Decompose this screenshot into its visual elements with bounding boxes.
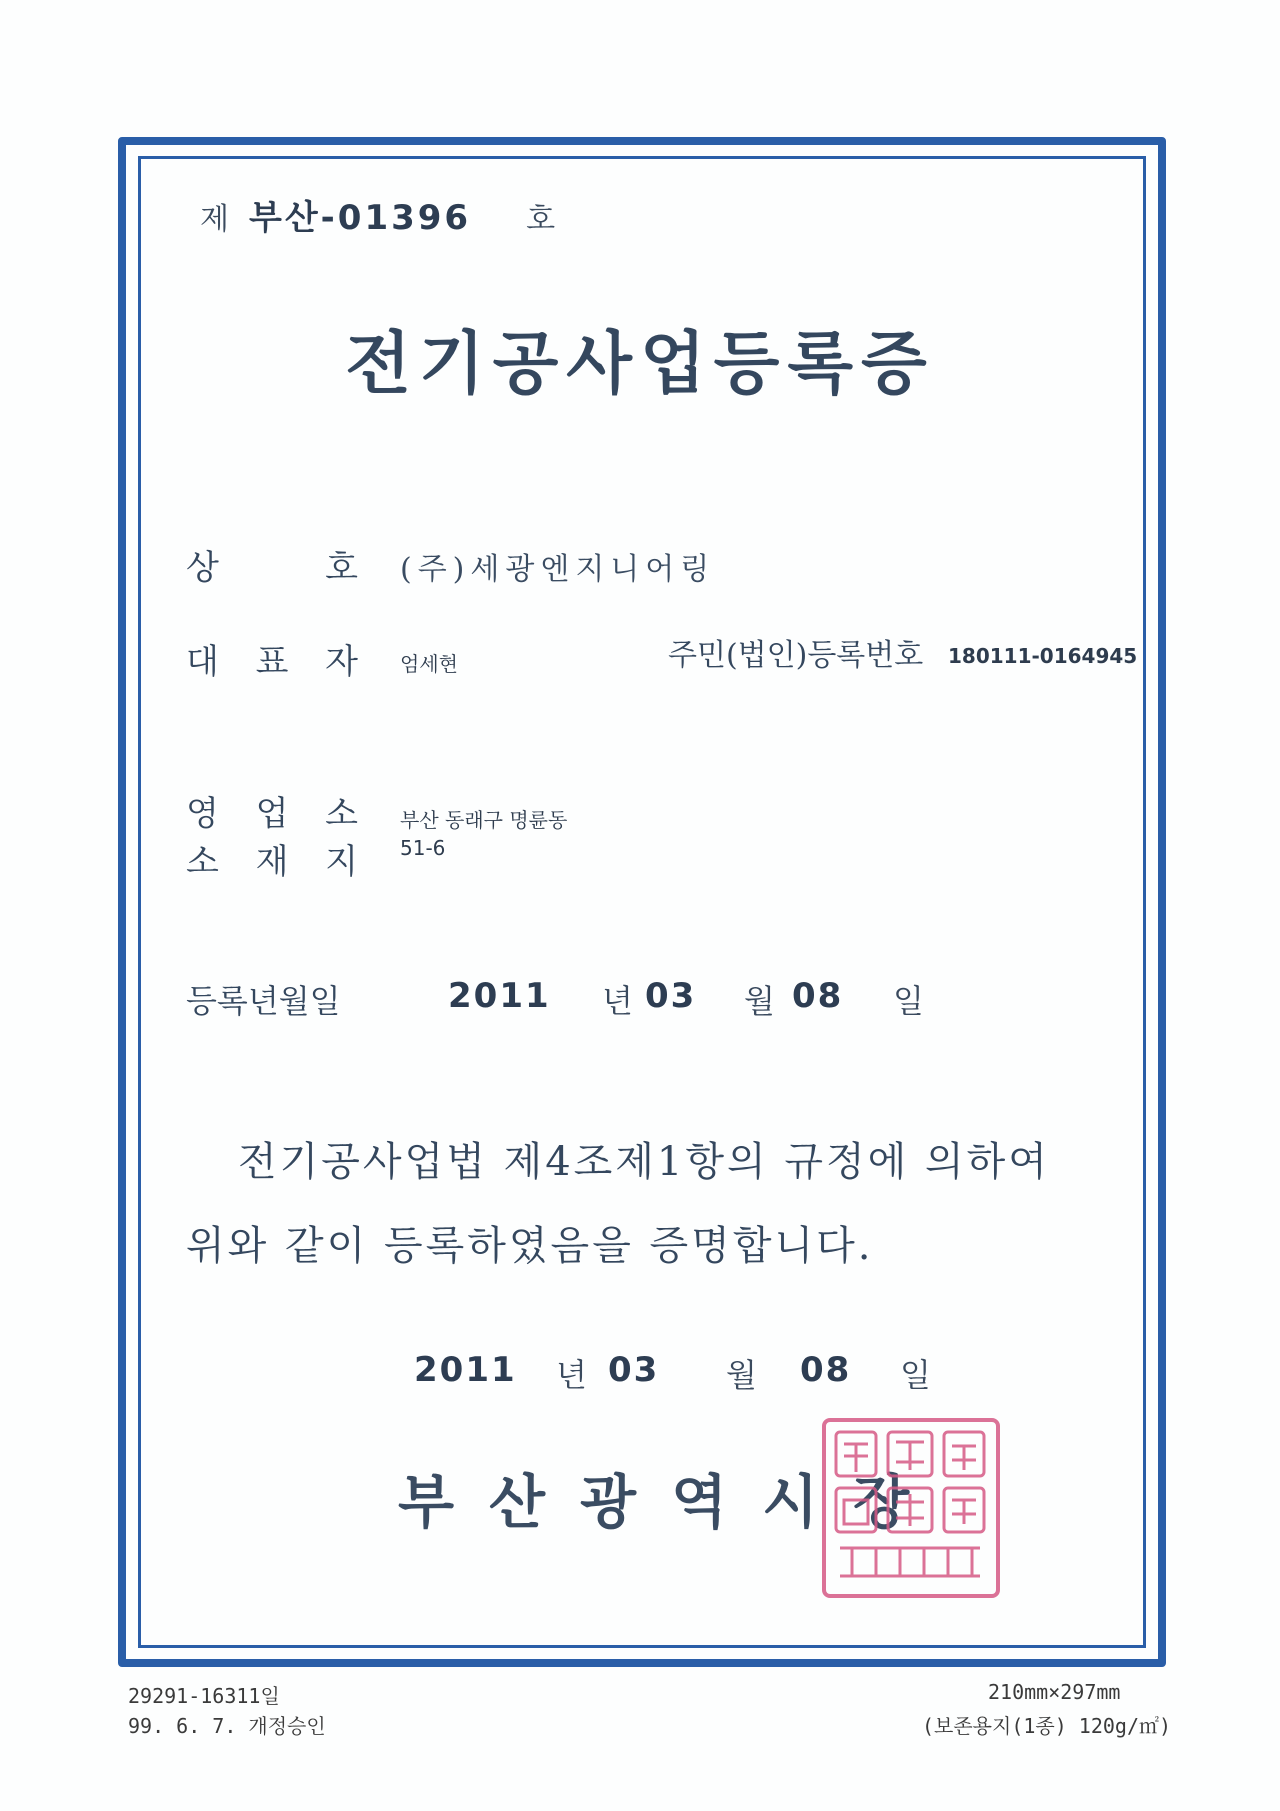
issue-date-day: 08 bbox=[800, 1350, 852, 1390]
company-label-char: 호 bbox=[325, 548, 358, 588]
paper-type: (보존용지(1종) 120g/㎡) bbox=[922, 1714, 1172, 1738]
form-approval-date: 99. 6. 7. 개정승인 bbox=[128, 1714, 326, 1738]
office-label-char: 업 bbox=[255, 794, 289, 834]
issue-date-year: 2011 bbox=[414, 1350, 517, 1390]
location-label-char: 지 bbox=[325, 842, 358, 882]
location-label-char: 소 bbox=[186, 842, 219, 882]
issue-date-month-unit: 월 bbox=[726, 1356, 757, 1394]
representative-value: 엄세현 bbox=[400, 652, 458, 676]
registration-date-month-unit: 월 bbox=[744, 982, 775, 1020]
registration-date-year-unit: 년 bbox=[602, 982, 633, 1020]
office-label bbox=[186, 786, 358, 835]
address-line-1: 부산 동래구 명륜동 bbox=[400, 808, 568, 832]
issue-date-year-unit: 년 bbox=[556, 1356, 587, 1394]
company-value: (주)세광엔지니어링 bbox=[400, 552, 716, 587]
id-number-label: 주민(법인)등록번호 bbox=[668, 638, 924, 673]
form-number: 29291-16311일 bbox=[128, 1684, 280, 1708]
registration-date-day-unit: 일 bbox=[893, 982, 924, 1020]
registration-number-line bbox=[200, 190, 555, 239]
issue-date-month: 03 bbox=[608, 1350, 660, 1390]
registration-date-month: 03 bbox=[645, 976, 697, 1016]
location-label-char: 재 bbox=[255, 842, 289, 882]
company-label bbox=[186, 540, 358, 589]
representative-label-char: 대 bbox=[186, 642, 219, 682]
id-number-value: 180111-0164945 bbox=[948, 644, 1138, 668]
official-seal-stamp bbox=[822, 1418, 1000, 1598]
registration-date-day: 08 bbox=[792, 976, 844, 1016]
office-label-char: 영 bbox=[186, 794, 219, 834]
certificate-title: 전기공사업등록증 bbox=[345, 324, 935, 404]
location-label bbox=[186, 834, 358, 883]
registration-date-label: 등록년월일 bbox=[186, 982, 341, 1020]
office-label-char: 소 bbox=[325, 794, 358, 834]
registration-number: 부산-01396 bbox=[248, 198, 472, 238]
certification-line-1: 전기공사업법 제4조제1항의 규정에 의하여 bbox=[238, 1139, 1050, 1185]
issuer-name: 부산광역시장 bbox=[398, 1468, 945, 1536]
representative-label-char: 표 bbox=[255, 642, 289, 682]
address-line-2: 51-6 bbox=[400, 836, 446, 860]
representative-label-char: 자 bbox=[325, 642, 358, 682]
representative-label bbox=[186, 634, 358, 683]
certification-line-2: 위와 같이 등록하였음을 증명합니다. bbox=[186, 1223, 874, 1269]
registration-date-year: 2011 bbox=[448, 976, 551, 1016]
registration-prefix: 제 bbox=[200, 202, 229, 237]
seal-glyphs bbox=[826, 1422, 996, 1594]
company-label-char: 상 bbox=[186, 548, 219, 588]
paper-size: 210mm×297mm bbox=[988, 1680, 1121, 1704]
registration-suffix: 호 bbox=[526, 202, 556, 237]
issue-date-day-unit: 일 bbox=[900, 1356, 931, 1394]
